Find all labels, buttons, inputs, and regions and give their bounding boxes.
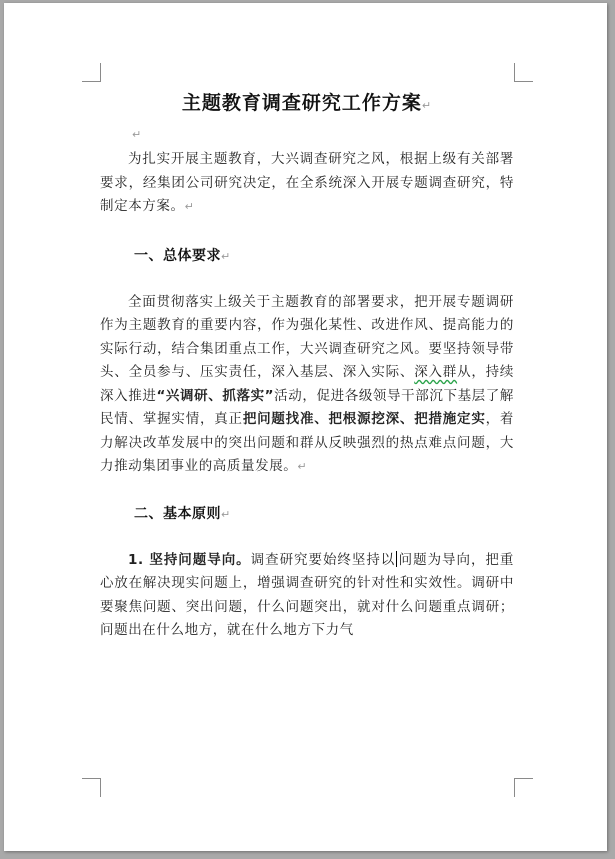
- margin-corner-top-right: [514, 63, 533, 82]
- paragraph-mark-icon: ↵: [184, 200, 195, 213]
- paragraph-mark-icon: ↵: [132, 128, 142, 141]
- margin-corner-bottom-left: [82, 778, 101, 797]
- paragraph-mark-icon: ↵: [221, 249, 231, 263]
- margin-corner-bottom-right: [514, 778, 533, 797]
- empty-paragraph: [100, 118, 514, 148]
- section-heading-general-requirements: 一、总体要求↵: [134, 247, 231, 264]
- margin-corner-top-left: [82, 63, 101, 82]
- paragraph-mark-icon: ↵: [421, 99, 433, 112]
- paragraph-mark-icon: ↵: [221, 507, 231, 521]
- principle-item-1: 1. 坚持问题导向。调查研究要始终坚持以 问题为导向，把重心放在解决现实问题上，增强调查研究的针对性和实效性。调研中要聚焦问题、突出问题，什么问题突出，就对什么问题重点调研；问题出在什么地方，就在什么地方下力气: [100, 551, 514, 638]
- document-page[interactable]: [4, 3, 607, 851]
- intro-paragraph: 为扎实开展主题教育，大兴调查研究之风，根据上级有关部署要求，经集团公司研究决定，在全系统深入开展专题调查研究，特制定本方案。↵: [100, 151, 514, 214]
- general-requirements-paragraph: 全面贯彻落实上级关于主题教育的部署要求，把开展专题调研作为主题教育的重要内容，作为强化某性、改进作风、提高能力的实际行动，结合集团重点工作，大兴调查研究之风。要坚持领导带头、全员参与、压实责任，深入基层、深入实际、深入群从，持续深入推进“兴调研、抓落实”活动，促进各级领导干部沉下基层了解民情、掌握实情，真正把问题找准、把根源挖深、把措施定实，着力解决改革发展中的突出问题和群从反映强烈的热点难点问题，大力推动集团事业的高质量发展。↵: [100, 293, 515, 474]
- section-heading-basic-principles: 二、基本原则↵: [134, 505, 231, 522]
- document-title: 主题教育调查研究工作方案↵: [181, 92, 433, 114]
- document-body[interactable]: [100, 81, 514, 643]
- principle-item-1-label: 1. 坚持问题导向。: [128, 551, 251, 568]
- spellcheck-flagged-text[interactable]: 深入群: [414, 364, 458, 380]
- paragraph-mark-icon: ↵: [297, 460, 308, 473]
